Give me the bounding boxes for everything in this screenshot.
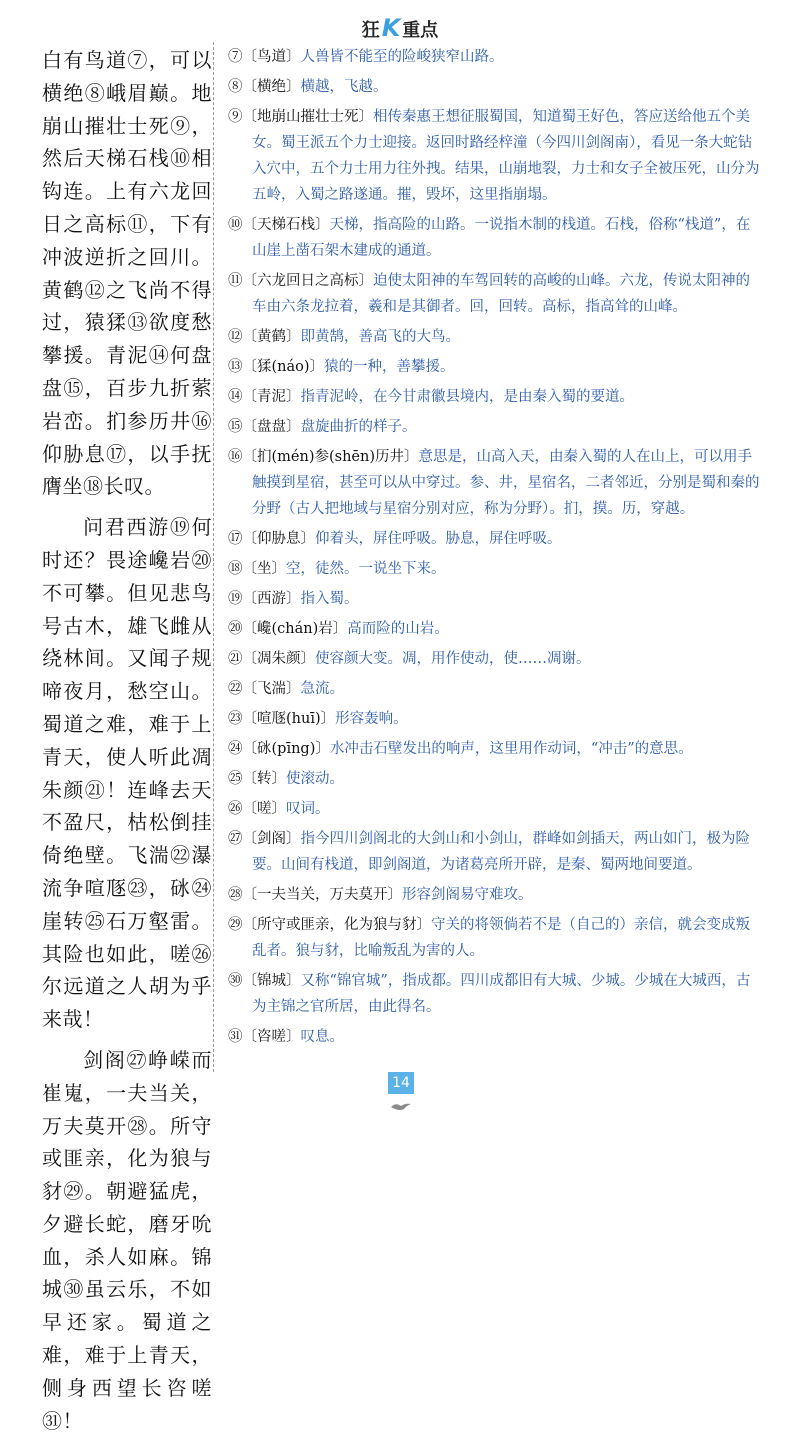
note-item: ⑲〔西游〕指入蜀。: [228, 591, 359, 607]
poem-paragraph-2: 问君西游⑲何时还？畏途巉岩⑳不可攀。但见悲鸟号古木，雄飞雌从绕林间。又闻子规啼夜月，愁空山。蜀道之难，难于上青天，使人听此凋朱颜㉑！连峰去天不盈尺，枯松倒挂倚绝壁。飞湍㉒瀑流争喧豗㉓，砯㉔崖转㉕石万壑雷。其险也如此，嗟㉖尔远道之人胡为乎来哉！: [42, 515, 212, 1032]
note-item: ⑧〔横绝〕横越，飞越。: [228, 79, 388, 95]
note-item: ⑱〔坐〕空，徒然。一说坐下来。: [228, 561, 446, 577]
page-number: 14: [388, 1072, 414, 1094]
column-divider: [213, 42, 214, 1072]
note-item: ㉑〔凋朱颜〕使容颜大变。凋，用作使动，使……凋谢。: [228, 651, 591, 667]
poem-paragraph-3: 剑阁㉗峥嵘而崔嵬，一夫当关，万夫莫开㉘。所守或匪亲，化为狼与豺㉙。朝避猛虎，夕避长蛇，磨牙吮血，杀人如麻。锦城㉚虽云乐，不如早还家。蜀道之难，难于上青天，侧身西望长咨嗟㉛！: [42, 1047, 212, 1433]
bird-ornament-icon: [390, 1100, 412, 1112]
page-header: [0, 14, 800, 40]
note-item: ㉒〔飞湍〕急流。: [228, 681, 344, 697]
note-item: ⑦〔鸟道〕人兽皆不能至的险峻狭窄山路。: [228, 49, 504, 65]
header-left: 狂: [361, 20, 380, 41]
header-right: 重点: [402, 20, 439, 41]
brand-k-logo: K: [381, 14, 401, 42]
note-item: ㉙〔所守或匪亲，化为狼与豺〕守关的将领倘若不是（自己的）亲信，就会变成叛乱者。狼与豺，比喻叛乱为害的人。: [228, 917, 750, 959]
note-item: ㉛〔咨嗟〕叹息。: [228, 1029, 344, 1045]
note-item: ㉗〔剑阁〕指今四川剑阁北的大剑山和小剑山，群峰如剑插天，两山如门，极为险要。山间有栈道，即剑阁道，为诸葛亮所开辟，是秦、蜀两地间要道。: [228, 831, 750, 873]
note-item: ㉚〔锦城〕又称“锦官城”，指成都。四川成都旧有大城、少城。少城在大城西，古为主锦之官所居，由此得名。: [228, 973, 751, 1015]
note-item: ⑩〔天梯石栈〕天梯，指高险的山路。一说指木制的栈道。石栈，俗称“栈道”，在山崖上凿石架木建成的通道。: [228, 217, 751, 259]
note-item: ⑮〔盘盘〕盘旋曲折的样子。: [228, 419, 417, 435]
note-item: ⑨〔地崩山摧壮士死〕相传秦惠王想征服蜀国，知道蜀王好色，答应送给他五个美女。蜀王派五个力士迎接。返回时路经梓潼（今四川剑阁南），看见一条大蛇钻入穴中，五个力士用力往外拽。结果，山崩地裂，力士和女子全被压死，山分为五岭，入蜀之路遂通。摧，毁坏，这里指崩塌。: [228, 109, 760, 203]
note-item: ㉔〔砯(pīng)〕水冲击石壁发出的响声，这里用作动词，“冲击”的意思。: [228, 741, 693, 757]
note-item: ⑯〔扪(mén)参(shēn)历井〕意思是，山高入天，由秦入蜀的人在山上，可以用手触摸到星宿，甚至可以从中穿过。参、井，星宿名，二者邻近，分别是蜀和秦的分野（古人把地域与星宿分别对应，称为分野）。扪，摸。历，穿越。: [228, 449, 760, 517]
note-item: ⑪〔六龙回日之高标〕迫使太阳神的车驾回转的高峻的山峰。六龙，传说太阳神的车由六条龙拉着，羲和是其御者。回，回转。高标，指高耸的山峰。: [228, 273, 750, 315]
poem-column: [42, 44, 212, 1437]
note-item: ⑫〔黄鹤〕即黄鹄，善高飞的大鸟。: [228, 329, 460, 345]
note-item: ⑭〔青泥〕指青泥岭，在今甘肃徽县境内，是由秦入蜀的要道。: [228, 389, 634, 405]
note-item: ㉕〔转〕使滚动。: [228, 771, 344, 787]
note-item: ㉖〔嗟〕叹词。: [228, 801, 330, 817]
note-item: ⑳〔巉(chán)岩〕高而险的山岩。: [228, 621, 449, 637]
note-item: ㉘〔一夫当关，万夫莫开〕形容剑阁易守难攻。: [228, 887, 533, 903]
note-item: ⑰〔仰胁息〕仰着头，屏住呼吸。胁息，屏住呼吸。: [228, 531, 562, 547]
note-item: ㉓〔喧豗(huī)〕形容轰响。: [228, 711, 408, 727]
annotation-column: [228, 44, 764, 1054]
note-item: ⑬〔猱(náo)〕猿的一种，善攀援。: [228, 359, 455, 375]
poem-paragraph-1: 白有鸟道⑦，可以横绝⑧峨眉巅。地崩山摧壮士死⑨，然后天梯石栈⑩相钩连。上有六龙回日之高标⑪，下有冲波逆折之回川。黄鹤⑫之飞尚不得过，猿猱⑬欲度愁攀援。青泥⑭何盘盘⑮，百步九折萦岩峦。扪参历井⑯仰胁息⑰，以手抚膺坐⑱长叹。: [42, 48, 212, 499]
